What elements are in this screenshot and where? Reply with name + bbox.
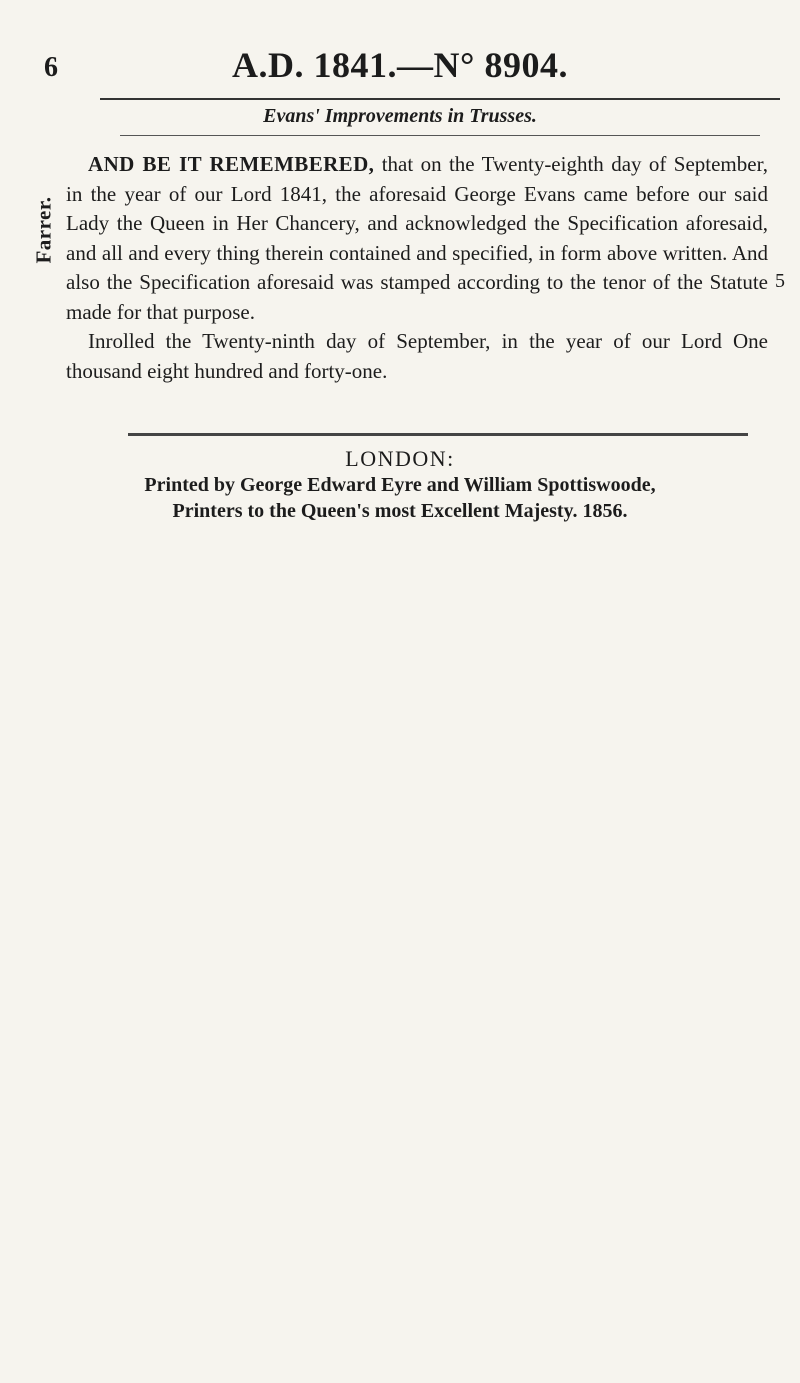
paragraph-remembered-text: that on the Twenty-eighth day of September, in the year of our Lord 1841, the aforesaid George Evans came before our said Lady the Queen in Her Chancery, and acknowledged the Specification aforesaid, and all and every thing therein contained and specified, in form above written. And also the Specification aforesaid was stamped according to the tenor of the Statute made for that purpose. xyxy=(66,152,768,324)
running-title: Evans' Improvements in Trusses. xyxy=(263,105,537,127)
imprint-printers: Printers to the Queen's most Excellent Majesty. 1856. xyxy=(172,500,628,522)
imprint xyxy=(0,446,800,524)
body-text xyxy=(66,150,768,386)
imprint-printed-by: Printed by George Edward Eyre and William Spottiswoode, xyxy=(144,474,656,496)
imprint-city: LONDON: xyxy=(345,446,455,471)
page-number: 6 xyxy=(44,52,58,83)
paragraph-lead: AND BE IT REMEMBERED, xyxy=(88,152,375,176)
header-rule xyxy=(100,98,780,100)
page-header: A.D. 1841.—N° 8904. xyxy=(232,45,568,85)
margin-note-text: Farrer. xyxy=(31,196,56,264)
imprint-rule xyxy=(128,433,748,436)
title-rule xyxy=(120,135,760,136)
margin-note xyxy=(30,170,58,290)
paragraph-remembered xyxy=(66,150,768,327)
line-number: 5 xyxy=(775,270,785,292)
paragraph-inrolled: Inrolled the Twenty-ninth day of September, in the year of our Lord One thousand eight hundred and forty-one. xyxy=(66,329,768,383)
